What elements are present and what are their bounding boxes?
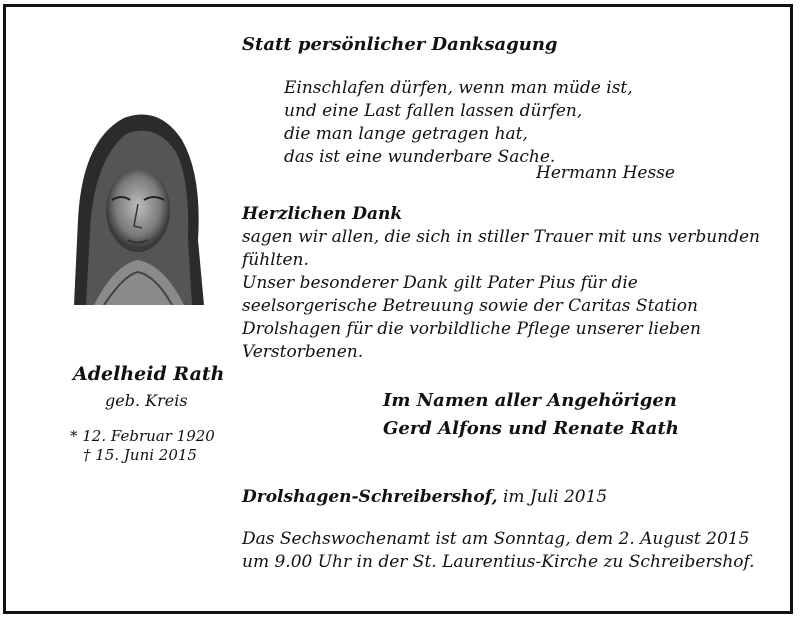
madonna-portrait-image bbox=[64, 100, 208, 305]
thanks-line: Verstorbenen. bbox=[242, 342, 364, 362]
place-month: im Juli 2015 bbox=[497, 487, 608, 507]
mass-line: um 9.00 Uhr in der St. Laurentius-Kirche zu Schreibershof. bbox=[242, 552, 755, 572]
signature-line-2: Gerd Alfons und Renate Rath bbox=[383, 418, 679, 439]
poem-line: die man lange getragen hat, bbox=[284, 124, 528, 144]
signature-line-1: Im Namen aller Angehörigen bbox=[383, 390, 677, 411]
thanks-line: sagen wir allen, die sich in stiller Trauer mit uns verbunden bbox=[242, 227, 760, 247]
place-date bbox=[242, 487, 607, 507]
poem-line: Einschlafen dürfen, wenn man müde ist, bbox=[284, 78, 633, 98]
poem-line: und eine Last fallen lassen dürfen, bbox=[284, 101, 583, 121]
deceased-born-name: geb. Kreis bbox=[105, 391, 188, 410]
poem-author: Hermann Hesse bbox=[536, 163, 675, 183]
birth-date: * 12. Februar 1920 bbox=[70, 427, 215, 445]
poem bbox=[284, 77, 633, 169]
thanks-line: fühlten. bbox=[242, 250, 309, 270]
thanks-line: Drolshagen für die vorbildliche Pflege unserer lieben bbox=[242, 319, 701, 339]
thanks-heading: Herzlichen Dank bbox=[242, 204, 403, 224]
notice-heading: Statt persönlicher Danksagung bbox=[242, 34, 558, 55]
place-town: Drolshagen-Schreibershof, bbox=[242, 487, 498, 507]
thanks-line: seelsorgerische Betreuung sowie der Caritas Station bbox=[242, 296, 698, 316]
deceased-dates bbox=[70, 427, 215, 465]
mass-announcement bbox=[242, 528, 755, 574]
mass-line: Das Sechswochenamt ist am Sonntag, dem 2. August 2015 bbox=[242, 529, 750, 549]
deceased-name: Adelheid Rath bbox=[73, 363, 225, 385]
thanks-line: Unser besonderer Dank gilt Pater Pius für die bbox=[242, 273, 638, 293]
thanks-body bbox=[242, 226, 762, 364]
poem-line: das ist eine wunderbare Sache. bbox=[284, 147, 556, 167]
death-date: † 15. Juni 2015 bbox=[83, 446, 197, 464]
